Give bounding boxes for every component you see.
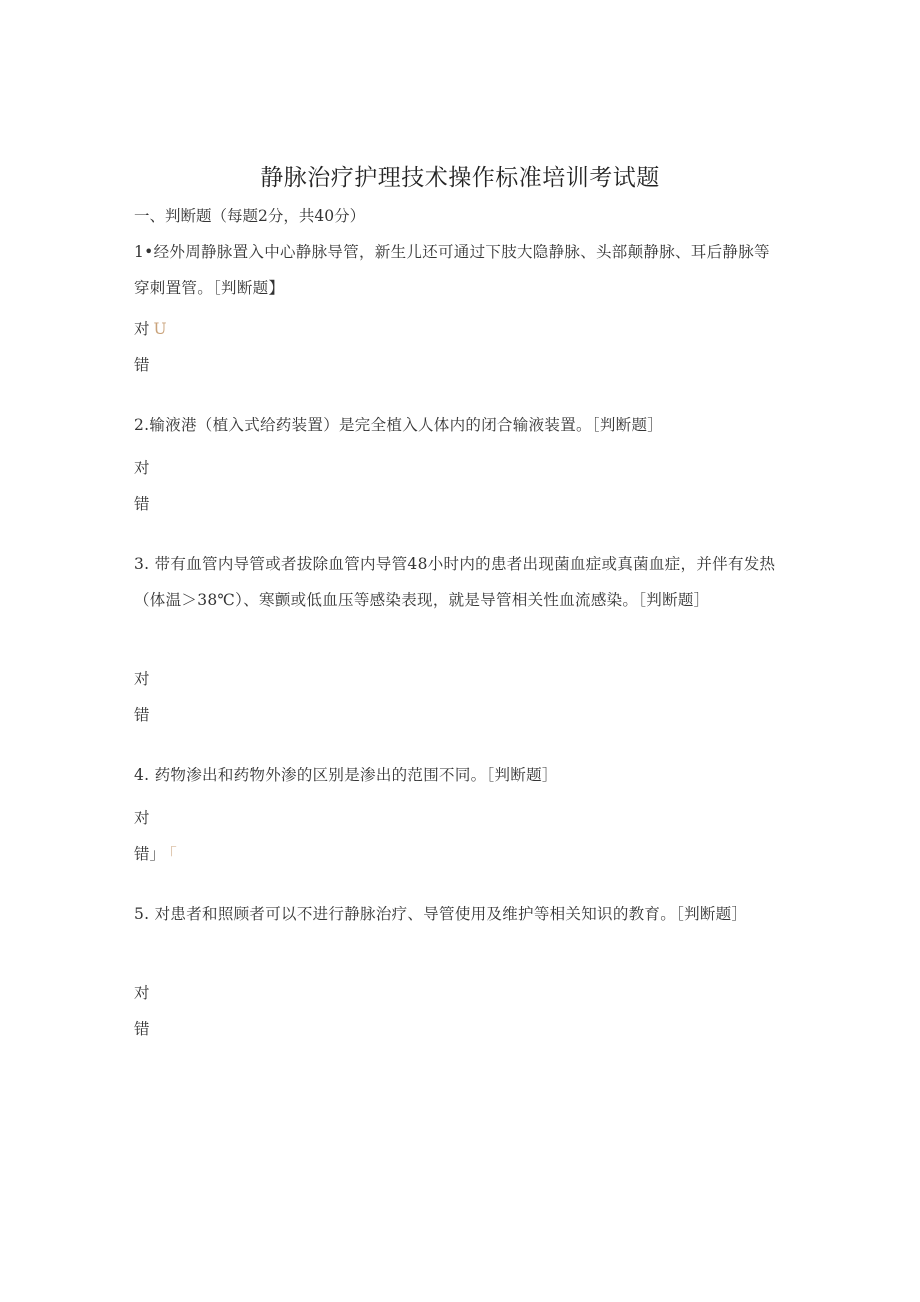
option-true[interactable] bbox=[134, 980, 154, 1006]
question-4 bbox=[134, 757, 784, 793]
option-true[interactable] bbox=[134, 455, 154, 481]
option-false[interactable] bbox=[134, 352, 154, 378]
option-true[interactable] bbox=[134, 805, 154, 831]
question-text: 5. 对患者和照顾者可以不进行静脉治疗、导管使用及维护等相关知识的教育。［判断题］ bbox=[134, 905, 748, 923]
option-label: 对 bbox=[134, 670, 150, 688]
question-3 bbox=[134, 546, 784, 618]
answer-mark: 「 bbox=[169, 845, 177, 863]
option-label: 对 bbox=[134, 320, 150, 338]
option-label: 错 bbox=[134, 356, 150, 374]
option-true[interactable] bbox=[134, 666, 154, 692]
option-label: 错 bbox=[134, 1020, 150, 1038]
question-2 bbox=[134, 407, 784, 443]
question-5 bbox=[134, 896, 784, 932]
question-text: 4. 药物渗出和药物外渗的区别是渗出的范围不同。［判断题］ bbox=[134, 766, 558, 784]
option-false[interactable] bbox=[134, 702, 154, 728]
option-label: 错 bbox=[134, 495, 150, 513]
option-true[interactable] bbox=[134, 316, 167, 342]
option-label: 对 bbox=[134, 984, 150, 1002]
question-text: 2.输液港（植入式给药装置）是完全植入人体内的闭合输液装置。［判断题］ bbox=[134, 416, 664, 434]
option-label: 错」 bbox=[134, 845, 166, 863]
answer-mark: U bbox=[153, 320, 167, 338]
page-title: 静脉治疗护理技术操作标准培训考试题 bbox=[260, 165, 660, 191]
option-label: 错 bbox=[134, 706, 150, 724]
question-text: 1•经外周静脉置入中心静脉导管，新生儿还可通过下肢大隐静脉、头部颠静脉、耳后静脉等穿刺置管。［判断题】 bbox=[134, 243, 770, 297]
option-false[interactable] bbox=[134, 1016, 154, 1042]
option-false[interactable] bbox=[134, 841, 177, 867]
section-heading: 一、判断题（每题2分，共40分） bbox=[134, 207, 366, 225]
option-label: 对 bbox=[134, 459, 150, 477]
question-1 bbox=[134, 234, 784, 306]
option-label: 对 bbox=[134, 809, 150, 827]
question-text: 3. 带有血管内导管或者拔除血管内导管48小时内的患者出现菌血症或真菌血症，并伴有发热（体温＞38℃）、寒颤或低血压等感染表现，就是导管相关性血流感染。［判断题］ bbox=[134, 555, 776, 609]
option-false[interactable] bbox=[134, 491, 154, 517]
